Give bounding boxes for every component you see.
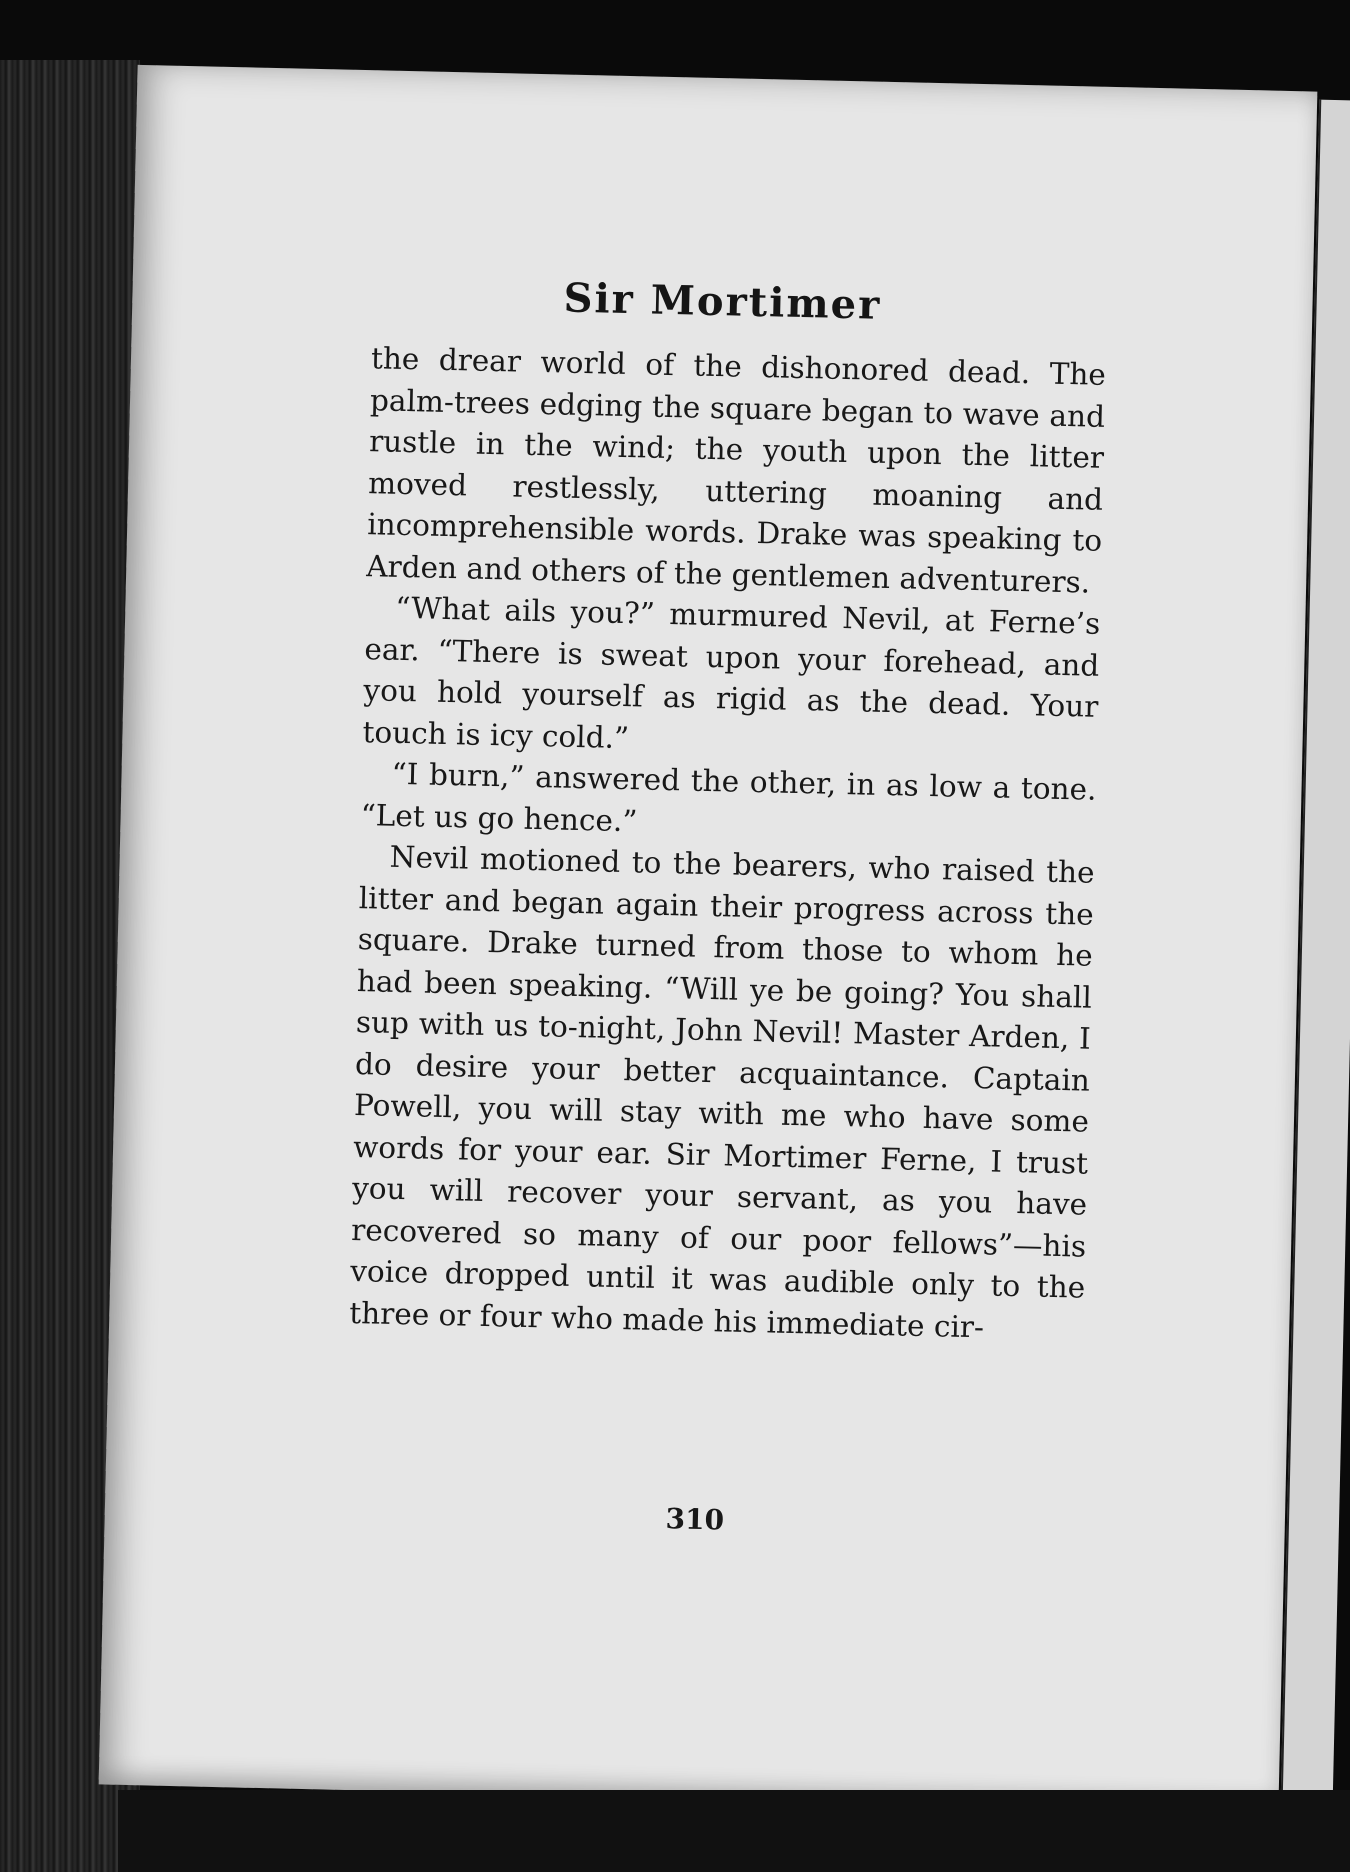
page-bottom-shadow bbox=[118, 1790, 1350, 1872]
body-text bbox=[349, 338, 1106, 1350]
running-head: Sir Mortimer bbox=[563, 274, 882, 329]
paragraph-4: Nevil motioned to the bearers, who raised the litter and began again their progress across the square. Drake turned from those to whom he had been speaking. “Will ye be going? You shall sup with us to-night, John Nevil! Master Arden, I do desire your better acquaintance. Captain Powell, you will stay with me who have some words for your ear. Sir Mortimer Ferne, I trust you will recover your servant, as you have recovered so many of our poor fellows”—his voice dropped until it was audible only to the three or four who made his immediate cir- bbox=[349, 839, 1095, 1344]
page-number: 310 bbox=[665, 1502, 725, 1537]
paragraph-2: “What ails you?” murmured Nevil, at Ferne’s ear. “There is sweat upon your forehead, and you hold yourself as rigid as the dead. Your touch is icy cold.” bbox=[362, 590, 1101, 755]
paragraph-3: “I burn,” answered the other, in as low a tone. “Let us go hence.” bbox=[360, 756, 1097, 838]
paragraph-1: the drear world of the dishonored dead. The palm-trees edging the square began to wave and rustle in the wind; the youth upon the litter moved restlessly, uttering moaning and incomprehensible words. Drake was speaking to Arden and others of the gentlemen adventurers. bbox=[365, 341, 1107, 600]
book-page bbox=[99, 65, 1318, 1811]
